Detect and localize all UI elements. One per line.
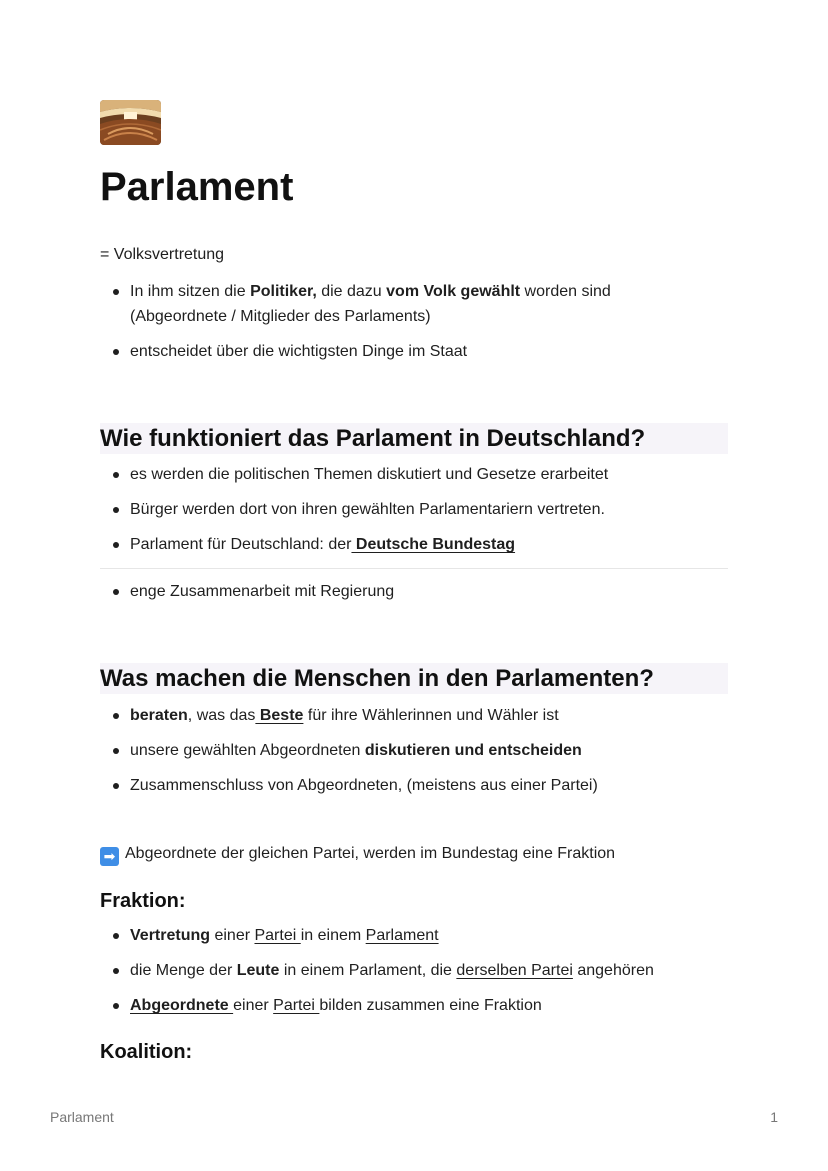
divider	[100, 568, 728, 569]
intro-text: = Volksvertretung	[100, 246, 225, 263]
page-number: 1	[770, 1109, 778, 1125]
fraktion-note: ➡ Abgeordnete der gleichen Partei, werden im Bundestag eine Fraktion	[100, 843, 615, 866]
section1-list-continued	[100, 579, 728, 614]
intro-list	[100, 279, 728, 374]
fraktion-list	[100, 923, 728, 1028]
list-item: In ihm sitzen die Politiker, die dazu vom Volk gewählt worden sind (Abgeordnete / Mitglieder des Parlaments)	[100, 279, 728, 329]
list-item: Abgeordnete einer Partei bilden zusammen eine Fraktion	[100, 993, 728, 1018]
beste-link[interactable]: Beste	[255, 707, 304, 724]
list-item: es werden die politischen Themen diskutiert und Gesetze erarbeitet	[100, 462, 728, 487]
list-item: entscheidet über die wichtigsten Dinge im Staat	[100, 339, 728, 364]
section-heading-parliament-members: Was machen die Menschen in den Parlamenten?	[100, 663, 728, 694]
section2-list	[100, 703, 728, 808]
page-title: Parlament	[100, 165, 294, 209]
section-heading-parliament-germany: Wie funktioniert das Parlament in Deutschland?	[100, 423, 728, 454]
list-item: beraten, was das Beste für ihre Wählerinnen und Wähler ist	[100, 703, 728, 728]
arrow-right-icon: ➡	[100, 847, 119, 866]
abgeordnete-link[interactable]: Abgeordnete	[130, 997, 234, 1014]
bundestag-link[interactable]: Deutsche Bundestag	[351, 536, 516, 553]
list-item: Parlament für Deutschland: der Deutsche Bundestag	[100, 532, 728, 557]
parliament-hall-image	[100, 100, 161, 145]
section1-list	[100, 462, 728, 567]
list-item: Bürger werden dort von ihren gewählten Parlamentariern vertreten.	[100, 497, 728, 522]
fraktion-heading: Fraktion:	[100, 890, 186, 912]
list-item: unsere gewählten Abgeordneten diskutieren und entscheiden	[100, 738, 728, 763]
list-item: enge Zusammenarbeit mit Regierung	[100, 579, 728, 604]
parlament-link[interactable]: Parlament	[365, 927, 439, 944]
list-item: Zusammenschluss von Abgeordneten, (meistens aus einer Partei)	[100, 773, 728, 798]
derselben-partei-link[interactable]: derselben Partei	[456, 962, 573, 979]
list-item: die Menge der Leute in einem Parlament, die derselben Partei angehören	[100, 958, 728, 983]
footer-title: Parlament	[50, 1109, 114, 1125]
partei-link[interactable]: Partei	[254, 927, 301, 944]
partei-link[interactable]: Partei	[273, 997, 320, 1014]
list-item: Vertretung einer Partei in einem Parlament	[100, 923, 728, 948]
koalition-heading: Koalition:	[100, 1041, 193, 1063]
